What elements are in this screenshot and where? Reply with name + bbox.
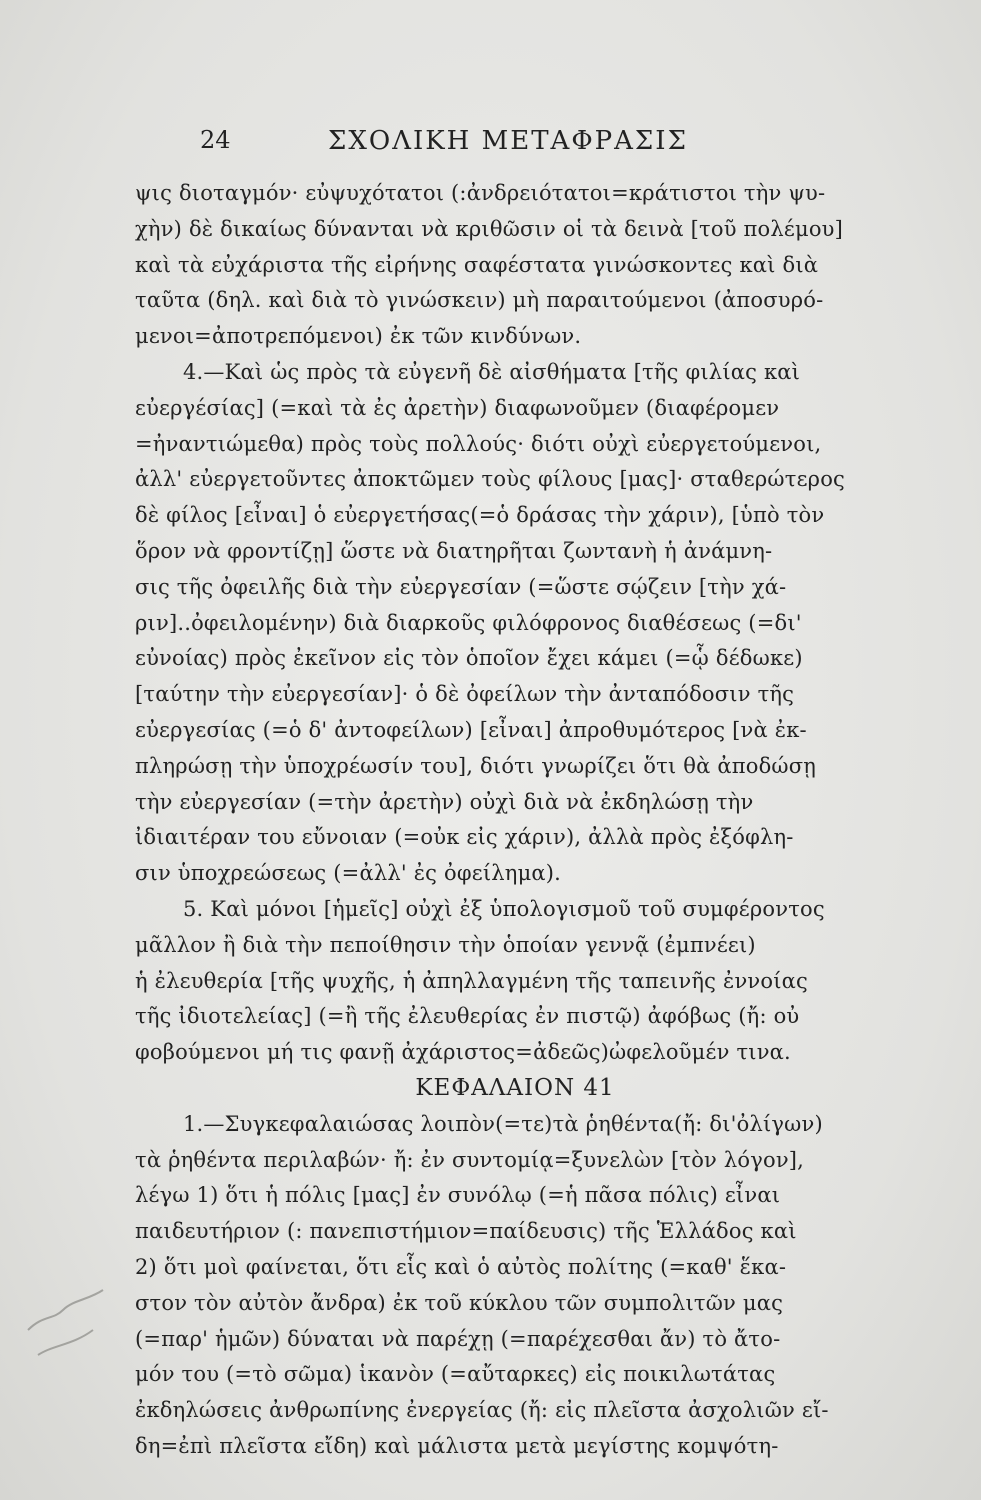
paragraph-start-4: 4.—Καὶ ὡς πρὸς τὰ εὐγενῆ δὲ αἰσθήματα [τῆς φιλίας καὶ bbox=[183, 359, 801, 384]
text-line: =ἠναντιώμεθα) πρὸς τοὺς πολλούς· διότι οὐχὶ εὐεργετούμενοι, bbox=[135, 431, 822, 456]
text-line: ἰδιαιτέραν του εὔνοιαν (=οὐκ εἰς χάριν), ἀλλὰ πρὸς ἐξόφλη- bbox=[135, 825, 794, 850]
text-line: εὐνοίας) πρὸς ἐκεῖνον εἰς τὸν ὁποῖον ἔχει κάμει (=ᾧ δέδωκε) bbox=[135, 646, 803, 671]
text-line: τὰ ῥηθέντα περιλαβών· ἤ: ἐν συντομίᾳ=ξυνελὼν [τὸν λόγον], bbox=[135, 1147, 805, 1172]
text-line: στον τὸν αὐτὸν ἄνδρα) ἐκ τοῦ κύκλου τῶν συμπολιτῶν μας bbox=[135, 1290, 784, 1315]
text-line: μᾶλλον ἢ διὰ τὴν πεποίθησιν τὴν ὁποίαν γεννᾷ (ἐμπνέει) bbox=[135, 932, 756, 957]
text-line: χὴν) δὲ δικαίως δύνανται νὰ κριθῶσιν οἱ τὰ δεινὰ [τοῦ πολέμου] bbox=[135, 216, 844, 241]
page-header bbox=[0, 118, 981, 168]
text-line: μενοι=ἀποτρεπόμενοι) ἐκ τῶν κινδύνων. bbox=[135, 324, 582, 349]
text-line: πληρώσῃ τὴν ὑποχρέωσίν του], διότι γνωρίζει ὅτι θὰ ἀποδώσῃ bbox=[135, 753, 817, 778]
text-line: ὅρον νὰ φροντίζῃ] ὥστε νὰ διατηρῆται ζωντανὴ ἡ ἀνάμνη- bbox=[135, 538, 773, 563]
margin-scribble-icon bbox=[18, 1260, 128, 1380]
text-line: [ταύτην τὴν εὐεργεσίαν]· ὁ δὲ ὀφείλων τὴν ἀνταπόδοσιν τῆς bbox=[135, 682, 795, 707]
text-line: τῆς ἰδιοτελείας] (=ἢ τῆς ἐλευθερίας ἐν πιστῷ) ἀφόβως (ἤ: οὐ bbox=[135, 1004, 800, 1029]
text-line: παιδευτήριον (: πανεπιστήμιον=παίδευσις) τῆς Ἑλλάδος καὶ bbox=[135, 1219, 797, 1244]
paragraph-start-1: 1.—Συγκεφαλαιώσας λοιπὸν(=τε)τὰ ῥηθέντα(ἤ: δι'ὀλίγων) bbox=[183, 1111, 823, 1136]
text-line: δη=ἐπὶ πλεῖστα εἴδη) καὶ μάλιστα μετὰ μεγίστης κομψότη- bbox=[135, 1433, 779, 1458]
text-line: εὐεργέσίας] (=καὶ τὰ ἐς ἀρετὴν) διαφωνοῦμεν (διαφέρομεν bbox=[135, 395, 780, 420]
text-line: ριν]..ὀφειλομένην) διὰ διαρκοῦς φιλόφρονος διαθέσεως (=δι' bbox=[135, 610, 802, 635]
text-line: τὴν εὐεργεσίαν (=τὴν ἀρετὴν) οὐχὶ διὰ νὰ ἐκδηλώσῃ τὴν bbox=[135, 789, 754, 814]
page-body bbox=[135, 176, 895, 1465]
paragraph-start-5: 5. Καὶ μόνοι [ἡμεῖς] οὐχὶ ἐξ ὑπολογισμοῦ τοῦ συμφέροντος bbox=[183, 896, 825, 921]
text-line: ψις διοταγμόν· εὐψυχότατοι (:ἀνδρειότατοι=κράτιστοι τὴν ψυ- bbox=[135, 181, 826, 205]
text-line: (=παρ' ἡμῶν) δύναται νὰ παρέχῃ (=παρέχεσθαι ἄν) τὸ ἄτο- bbox=[135, 1326, 781, 1351]
text-line: λέγω 1) ὅτι ἡ πόλις [μας] ἐν συνόλῳ (=ἡ πᾶσα πόλις) εἶναι bbox=[135, 1183, 781, 1208]
running-title: ΣΧΟΛΙΚΗ ΜΕΤΑΦΡΑΣΙΣ bbox=[328, 126, 688, 156]
text-line: ταῦτα (δηλ. καὶ διὰ τὸ γινώσκειν) μὴ παραιτούμενοι (ἀποσυρό- bbox=[135, 288, 824, 313]
text-line: φοβούμενοι μή τις φανῇ ἀχάριστος=ἀδεῶς)ὠφελοῦμέν τινα. bbox=[135, 1040, 791, 1065]
text-line: σιν ὑποχρεώσεως (=ἀλλ' ἐς ὀφείλημα). bbox=[135, 861, 562, 886]
text-line: ἀλλ' εὐεργετοῦντες ἀποκτῶμεν τοὺς φίλους [μας]· σταθερώτερος bbox=[135, 467, 845, 492]
text-line: μόν του (=τὸ σῶμα) ἱκανὸν (=αὔταρκες) εἰς ποικιλωτάτας bbox=[135, 1362, 776, 1387]
text-line: ἐκδηλώσεις ἀνθρωπίνης ἐνεργείας (ἤ: εἰς πλεῖστα ἀσχολιῶν εἴ- bbox=[135, 1398, 829, 1423]
text-line: δὲ φίλος [εἶναι] ὁ εὐεργετήσας(=ὁ δράσας τὴν χάριν), [ὑπὸ τὸν bbox=[135, 503, 825, 528]
text-line: εὐεργεσίας (=ὁ δ' ἀντοφείλων) [εἶναι] ἀπροθυμότερος [νὰ ἐκ- bbox=[135, 717, 807, 742]
text-line: καὶ τὰ εὐχάριστα τῆς εἰρήνης σαφέστατα γινώσκοντες καὶ διὰ bbox=[135, 252, 819, 277]
page-number: 24 bbox=[200, 126, 231, 154]
chapter-heading: ΚΕΦΑΛΑΙΟΝ 41 bbox=[415, 1074, 615, 1101]
text-line: ἡ ἐλευθερία [τῆς ψυχῆς, ἡ ἀπηλλαγμένη τῆς ταπεινῆς ἐννοίας bbox=[135, 968, 808, 993]
text-line: σις τῆς ὀφειλῆς διὰ τὴν εὐεργεσίαν (=ὥστε σῴζειν [τὴν χά- bbox=[135, 574, 787, 599]
text-line: 2) ὅτι μοὶ φαίνεται, ὅτι εἷς καὶ ὁ αὐτὸς πολίτης (=καθ' ἕκα- bbox=[135, 1254, 787, 1279]
